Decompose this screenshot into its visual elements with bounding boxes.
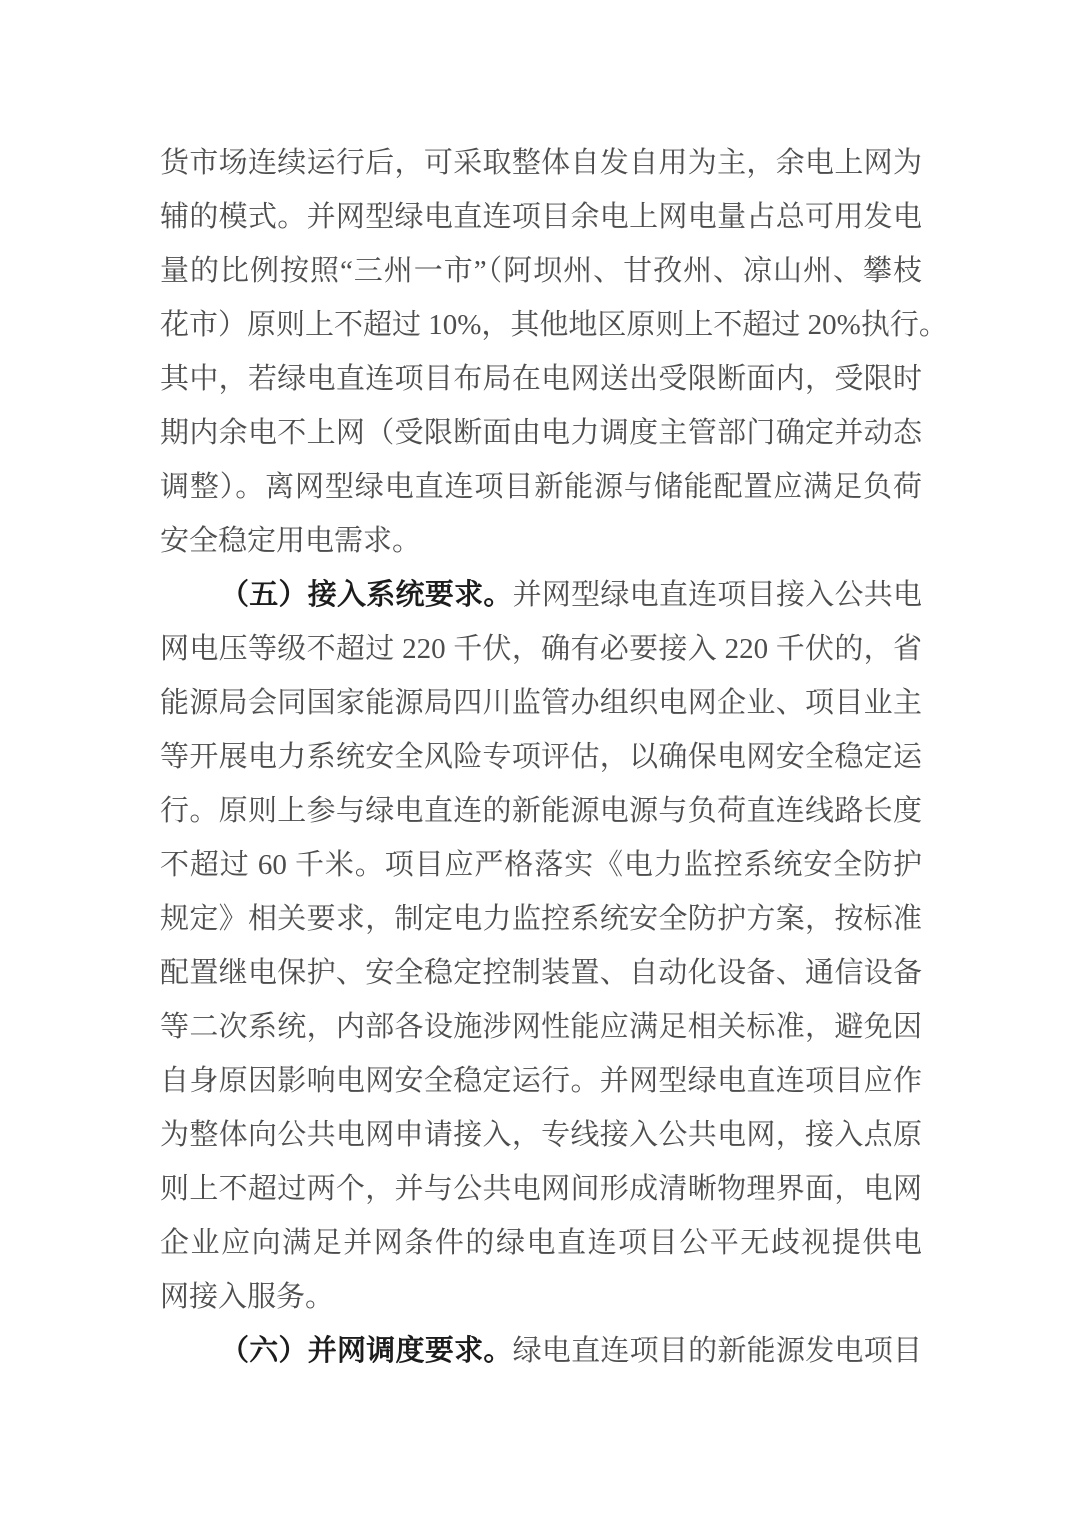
text-line [160, 892, 922, 946]
text-line [160, 838, 922, 892]
line-text: 期内余电不上网（受限断面由电力调度主管部门确定并动态 [160, 417, 922, 449]
text-line [160, 244, 922, 298]
line-text: 自身原因影响电网安全稳定运行。并网型绿电直连项目应作 [160, 1065, 922, 1097]
text-line [160, 730, 922, 784]
text-line [160, 190, 922, 244]
text-line [160, 1162, 922, 1216]
text-line [160, 1000, 922, 1054]
text-line [160, 676, 922, 730]
text-line [160, 1108, 922, 1162]
text-line [160, 514, 922, 568]
text-line [160, 784, 922, 838]
line-text: 不超过 60 千米。项目应严格落实《电力监控系统安全防护 [160, 849, 922, 881]
line-text: 货市场连续运行后，可采取整体自发自用为主，余电上网为 [160, 147, 922, 179]
text-line [160, 136, 922, 190]
line-text: 规定》相关要求，制定电力监控系统安全防护方案，按标准 [160, 903, 922, 935]
text-line [160, 946, 922, 1000]
line-text: 辅的模式。并网型绿电直连项目余电上网电量占总可用发电 [160, 201, 922, 233]
text-line [160, 298, 948, 352]
document-text [160, 136, 948, 1378]
line-text: 为整体向公共电网申请接入，专线接入公共电网，接入点原 [160, 1119, 922, 1151]
line-text: 调整）。离网型绿电直连项目新能源与储能配置应满足负荷 [160, 471, 922, 503]
line-text: 等二次系统，内部各设施涉网性能应满足相关标准，避免因 [160, 1011, 922, 1043]
line-text: 企业应向满足并网条件的绿电直连项目公平无歧视提供电 [160, 1227, 922, 1259]
text-line [160, 1216, 922, 1270]
line-text: 量的比例按照“三州一市”（阿坝州、甘孜州、凉山州、攀枝 [160, 255, 922, 287]
line-text: 行。原则上参与绿电直连的新能源电源与负荷直连线路长度 [160, 795, 922, 827]
line-text: 则上不超过两个，并与公共电网间形成清晰物理界面，电网 [160, 1173, 922, 1205]
line-text: 安全稳定用电需求。 [160, 525, 422, 557]
text-line [160, 568, 922, 622]
section-heading: （六）并网调度要求。 [220, 1335, 513, 1367]
text-line [160, 622, 922, 676]
line-text: 网电压等级不超过 220 千伏，确有必要接入 220 千伏的，省 [160, 633, 922, 665]
text-line [160, 406, 922, 460]
text-line [160, 460, 922, 514]
line-text: 其中，若绿电直连项目布局在电网送出受限断面内，受限时 [160, 363, 922, 395]
line-text: 绿电直连项目的新能源发电项目 [512, 1335, 922, 1367]
text-line [160, 1324, 922, 1378]
line-text: 能源局会同国家能源局四川监管办组织电网企业、项目业主 [160, 687, 922, 719]
line-text: 配置继电保护、安全稳定控制装置、自动化设备、通信设备 [160, 957, 922, 989]
line-text: 网接入服务。 [160, 1281, 335, 1313]
line-text: 等开展电力系统安全风险专项评估，以确保电网安全稳定运 [160, 741, 922, 773]
text-line [160, 352, 922, 406]
text-line [160, 1270, 922, 1324]
line-text: 花市）原则上不超过 10%，其他地区原则上不超过 20%执行。 [160, 309, 948, 341]
section-heading: （五）接入系统要求。 [220, 579, 513, 611]
line-text: 并网型绿电直连项目接入公共电 [512, 579, 922, 611]
text-line [160, 1054, 922, 1108]
